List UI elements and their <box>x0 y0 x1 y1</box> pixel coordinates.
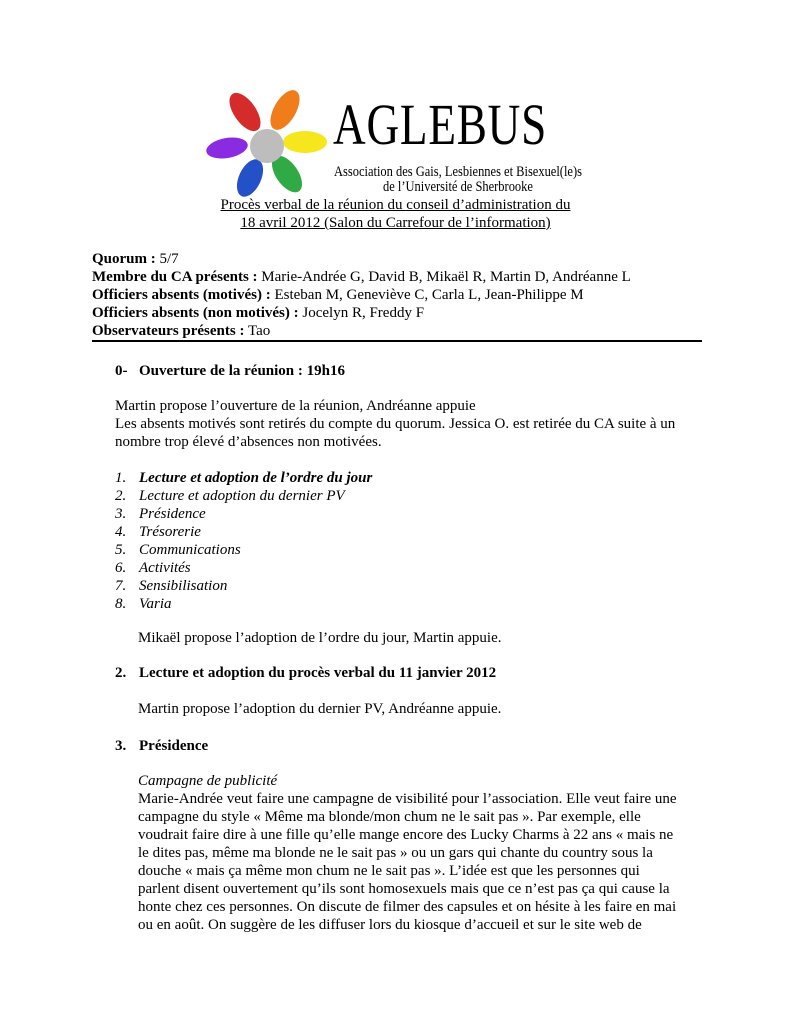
brand-name: AGLEBUS <box>333 92 548 157</box>
section3-text-line: ou en août. On suggère de les diffuser lors du kiosque d’accueil et sur le site web de <box>138 917 642 933</box>
section3-text-line: douche « mais ça même mon chum ne le sait pas ». L’idée est que les personnes qui <box>138 863 640 879</box>
flower-logo-icon <box>205 90 331 198</box>
section0-text-line1: Martin propose l’ouverture de la réunion, Andréanne appuie <box>115 398 476 414</box>
separator-rule <box>92 340 702 342</box>
agenda-item: 4. Trésorerie <box>115 524 201 540</box>
brand-subtitle-line1: Association des Gais, Lesbiennes et Bisexuel(le)s <box>334 164 582 180</box>
section3-text-line: Marie-Andrée veut faire une campagne de visibilité pour l’association. Elle veut faire une <box>138 791 677 807</box>
agenda-item: 2. Lecture et adoption du dernier PV <box>115 488 345 504</box>
brand-subtitle-line2: de l’Université de Sherbrooke <box>383 179 533 195</box>
agenda-item: 7. Sensibilisation <box>115 578 228 594</box>
section2-text: Martin propose l’adoption du dernier PV, Andréanne appuie. <box>138 701 502 717</box>
section3-text-line: le dites pas, même ma blonde ne le sait pas » ou un gars qui chante du country sous la <box>138 845 653 861</box>
section3-text-line: parlent disent ouvertement qu’ils sont homosexuels mais que ce n’est pas ça qui cause la <box>138 881 670 897</box>
logo-petal-red <box>223 90 266 136</box>
logo-petal-purple <box>205 135 249 162</box>
section3-text-line: honte chez ces personnes. On discute de filmer des capsules et on hésite à les faire en mai <box>138 899 677 915</box>
section0-heading: 0- Ouverture de la réunion : 19h16 <box>115 363 345 379</box>
section3-subheading: Campagne de publicité <box>138 773 278 789</box>
present-members-line: Membre du CA présents : Marie-Andrée G, David B, Mikaël R, Martin D, Andréanne L <box>92 269 631 285</box>
agenda-item: 6. Activités <box>115 560 191 576</box>
agenda-item: 5. Communications <box>115 542 241 558</box>
logo-center <box>250 129 284 163</box>
document-title-line1: Procès verbal de la réunion du conseil d’administration du <box>220 197 571 213</box>
section0-text-line3: nombre trop élevé d’absences non motivées. <box>115 434 382 450</box>
logo-petal-orange <box>264 90 305 135</box>
agenda-adoption-text: Mikaël propose l’adoption de l’ordre du jour, Martin appuie. <box>138 630 502 646</box>
section3-heading: 3. Présidence <box>115 738 209 754</box>
agenda-item: 8. Varia <box>115 596 172 612</box>
section0-text-line2: Les absents motivés sont retirés du compte du quorum. Jessica O. est retirée du CA suite à un <box>115 416 676 432</box>
section3-text-line: campagne du style « Même ma blonde/mon chum ne le sait pas ». Par exemple, elle <box>138 809 641 825</box>
absent-motivated-line: Officiers absents (motivés) : Esteban M, Geneviève C, Carla L, Jean-Philippe M <box>92 287 584 303</box>
observers-line: Observateurs présents : Tao <box>92 323 271 339</box>
agenda-item: 1. Lecture et adoption de l’ordre du jour <box>115 470 373 486</box>
agenda-item: 3. Présidence <box>115 506 206 522</box>
absent-unmotivated-line: Officiers absents (non motivés) : Jocelyn R, Freddy F <box>92 305 425 321</box>
quorum-line: Quorum : 5/7 <box>92 251 179 267</box>
section3-text-line: voudrait faire dire à une fille qu’elle mange encore des Lucky Charms à 22 ans « mais ne <box>138 827 674 843</box>
logo-petal-yellow <box>283 131 327 153</box>
section2-heading: 2. Lecture et adoption du procès verbal du 11 janvier 2012 <box>115 665 497 681</box>
document-title-line2: 18 avril 2012 (Salon du Carrefour de l’information) <box>240 215 551 231</box>
